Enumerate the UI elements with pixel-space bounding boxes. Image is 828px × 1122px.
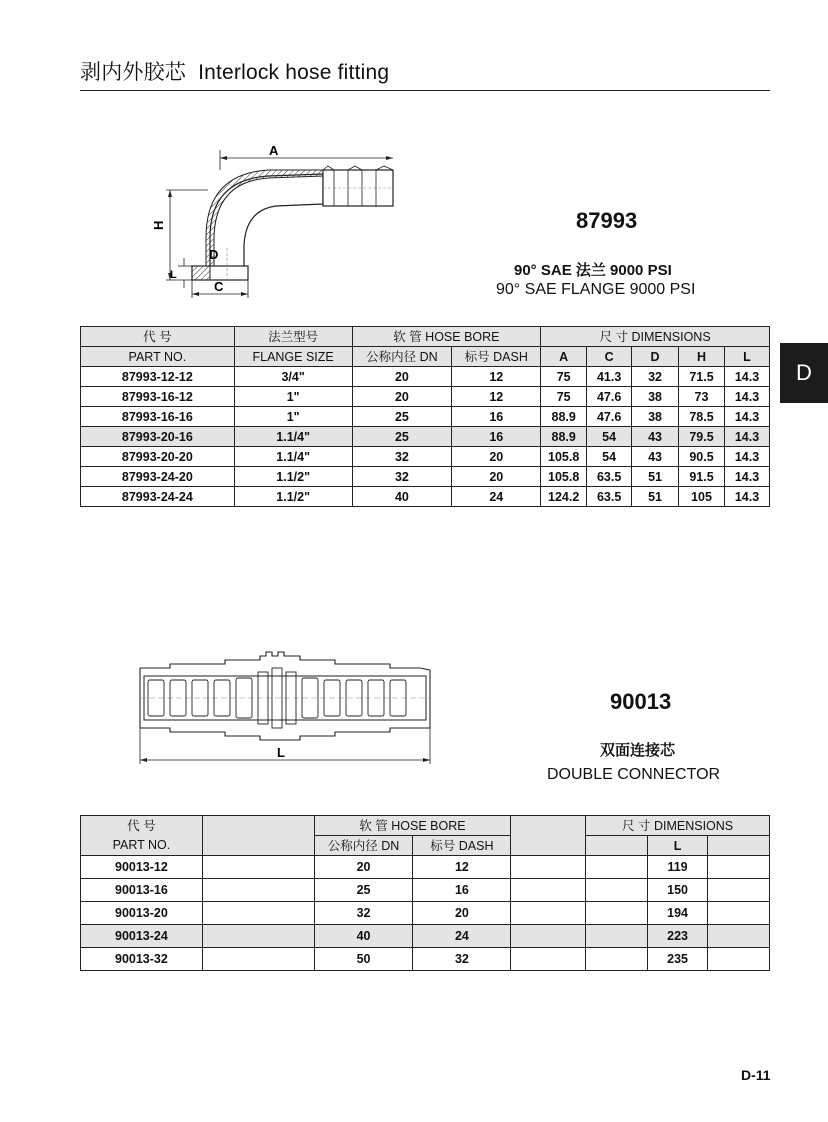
header-dim-c: C <box>587 347 632 367</box>
cell-part: 87993-16-16 <box>81 407 235 427</box>
cell-dn: 25 <box>352 407 452 427</box>
cell-l: 14.3 <box>724 427 769 447</box>
cell-l: 194 <box>648 902 708 925</box>
section-tab: D <box>780 343 828 403</box>
cell-l: 14.3 <box>724 467 769 487</box>
cell-d: 38 <box>632 387 679 407</box>
cell-dn: 25 <box>352 427 452 447</box>
cell-flange: 3/4" <box>234 367 352 387</box>
cell-a: 124.2 <box>541 487 587 507</box>
header-dim-d: D <box>632 347 679 367</box>
cell-l: 14.3 <box>724 407 769 427</box>
cell-a: 105.8 <box>541 447 587 467</box>
dim-label-d: D <box>209 247 219 262</box>
double-connector-drawing <box>130 650 440 770</box>
cell-c: 47.6 <box>587 407 632 427</box>
cell-dash: 20 <box>452 467 541 487</box>
header-hose-bore: 软 管 HOSE BORE <box>314 816 511 836</box>
cell-h: 105 <box>679 487 725 507</box>
cell-flange: 1" <box>234 407 352 427</box>
cell-a: 88.9 <box>541 407 587 427</box>
cell-h: 79.5 <box>679 427 725 447</box>
cell-dn: 40 <box>314 925 413 948</box>
cell-part: 87993-24-20 <box>81 467 235 487</box>
cell-part: 87993-20-20 <box>81 447 235 467</box>
cell-part: 90013-24 <box>81 925 203 948</box>
table-row <box>81 948 770 971</box>
cell-dash: 24 <box>452 487 541 507</box>
table-row <box>81 467 770 487</box>
table-row <box>81 925 770 948</box>
cell-l: 150 <box>648 879 708 902</box>
cell-c: 63.5 <box>587 467 632 487</box>
table-row <box>81 487 770 507</box>
header-part-en: PART NO. <box>81 347 235 367</box>
product-name-cn: 双面连接芯 <box>600 742 676 759</box>
cell-part: 90013-32 <box>81 948 203 971</box>
table-row <box>81 856 770 879</box>
cell-d: 51 <box>632 467 679 487</box>
header-dim-l: L <box>648 836 708 856</box>
cell-flange: 1" <box>234 387 352 407</box>
header-dimensions: 尺 寸 DIMENSIONS <box>586 816 770 836</box>
cell-flange: 1.1/4" <box>234 447 352 467</box>
product-name-en: DOUBLE CONNECTOR <box>547 766 721 783</box>
cell-l: 223 <box>648 925 708 948</box>
title-cn: 剥内外胶芯 <box>80 61 186 84</box>
cell-dash: 32 <box>413 948 511 971</box>
cell-dn: 20 <box>314 856 413 879</box>
header-dn: 公称内径 DN <box>314 836 413 856</box>
cell-dn: 40 <box>352 487 452 507</box>
header-dash: 标号 DASH <box>413 836 511 856</box>
product-name-en: 90° SAE FLANGE 9000 PSI <box>496 281 696 298</box>
cell-a: 75 <box>541 367 587 387</box>
cell-dn: 25 <box>314 879 413 902</box>
cell-l: 14.3 <box>724 447 769 467</box>
dim-label-a: A <box>269 143 279 158</box>
header-dim-h: H <box>679 347 725 367</box>
cell-c: 41.3 <box>587 367 632 387</box>
cell-part: 90013-12 <box>81 856 203 879</box>
cell-dash: 12 <box>452 367 541 387</box>
cell-dash: 16 <box>452 427 541 447</box>
cell-h: 91.5 <box>679 467 725 487</box>
cell-h: 90.5 <box>679 447 725 467</box>
header-part-cn: 代 号 <box>81 816 203 836</box>
cell-c: 54 <box>587 447 632 467</box>
cell-dn: 32 <box>352 467 452 487</box>
cell-a: 75 <box>541 387 587 407</box>
dim-label-l: L <box>277 745 285 760</box>
cell-flange: 1.1/4" <box>234 427 352 447</box>
cell-dash: 20 <box>452 447 541 467</box>
header-dimensions: 尺 寸 DIMENSIONS <box>541 327 770 347</box>
cell-l: 14.3 <box>724 367 769 387</box>
header-part-cn: 代 号 <box>81 327 235 347</box>
spec-table-90013 <box>80 815 770 971</box>
dim-label-h: H <box>151 220 166 230</box>
cell-dn: 32 <box>314 902 413 925</box>
cell-l: 14.3 <box>724 487 769 507</box>
table-row <box>81 447 770 467</box>
product-name-cn: 90° SAE 法兰 9000 PSI <box>514 262 672 279</box>
elbow-fitting-drawing <box>148 140 408 300</box>
cell-dn: 20 <box>352 367 452 387</box>
cell-l: 235 <box>648 948 708 971</box>
cell-a: 88.9 <box>541 427 587 447</box>
cell-d: 43 <box>632 427 679 447</box>
header-dim-l: L <box>724 347 769 367</box>
header-flange-en: FLANGE SIZE <box>234 347 352 367</box>
cell-d: 32 <box>632 367 679 387</box>
table-row <box>81 902 770 925</box>
model-number: 87993 <box>576 208 638 233</box>
header-part-en: PART NO. <box>81 836 203 856</box>
cell-d: 38 <box>632 407 679 427</box>
cell-c: 47.6 <box>587 387 632 407</box>
header-dash: 标号 DASH <box>452 347 541 367</box>
cell-a: 105.8 <box>541 467 587 487</box>
table-row <box>81 387 770 407</box>
cell-part: 87993-20-16 <box>81 427 235 447</box>
cell-dash: 12 <box>452 387 541 407</box>
table-row <box>81 407 770 427</box>
cell-h: 78.5 <box>679 407 725 427</box>
dim-label-l: L <box>170 269 177 281</box>
cell-dash: 24 <box>413 925 511 948</box>
cell-d: 51 <box>632 487 679 507</box>
model-number: 90013 <box>610 689 672 714</box>
table-row <box>81 367 770 387</box>
cell-flange: 1.1/2" <box>234 487 352 507</box>
cell-dn: 20 <box>352 387 452 407</box>
spec-table-87993 <box>80 326 770 507</box>
cell-c: 54 <box>587 427 632 447</box>
cell-part: 90013-16 <box>81 879 203 902</box>
title-en: Interlock hose fitting <box>198 61 390 84</box>
cell-l: 119 <box>648 856 708 879</box>
header-dn: 公称内径 DN <box>352 347 452 367</box>
cell-flange: 1.1/2" <box>234 467 352 487</box>
cell-l: 14.3 <box>724 387 769 407</box>
cell-d: 43 <box>632 447 679 467</box>
cell-dn: 50 <box>314 948 413 971</box>
cell-h: 71.5 <box>679 367 725 387</box>
cell-dash: 16 <box>413 879 511 902</box>
cell-h: 73 <box>679 387 725 407</box>
header-flange-cn: 法兰型号 <box>234 327 352 347</box>
cell-part: 90013-20 <box>81 902 203 925</box>
cell-dash: 20 <box>413 902 511 925</box>
page-number: D-11 <box>741 1067 771 1083</box>
dim-label-c: C <box>214 279 224 294</box>
table-row <box>81 879 770 902</box>
cell-c: 63.5 <box>587 487 632 507</box>
cell-dash: 16 <box>452 407 541 427</box>
page-title <box>80 56 389 86</box>
header-divider <box>80 90 770 91</box>
cell-part: 87993-16-12 <box>81 387 235 407</box>
header-dim-a: A <box>541 347 587 367</box>
cell-part: 87993-24-24 <box>81 487 235 507</box>
table-row <box>81 427 770 447</box>
cell-part: 87993-12-12 <box>81 367 235 387</box>
header-hose-bore: 软 管 HOSE BORE <box>352 327 541 347</box>
cell-dash: 12 <box>413 856 511 879</box>
cell-dn: 32 <box>352 447 452 467</box>
